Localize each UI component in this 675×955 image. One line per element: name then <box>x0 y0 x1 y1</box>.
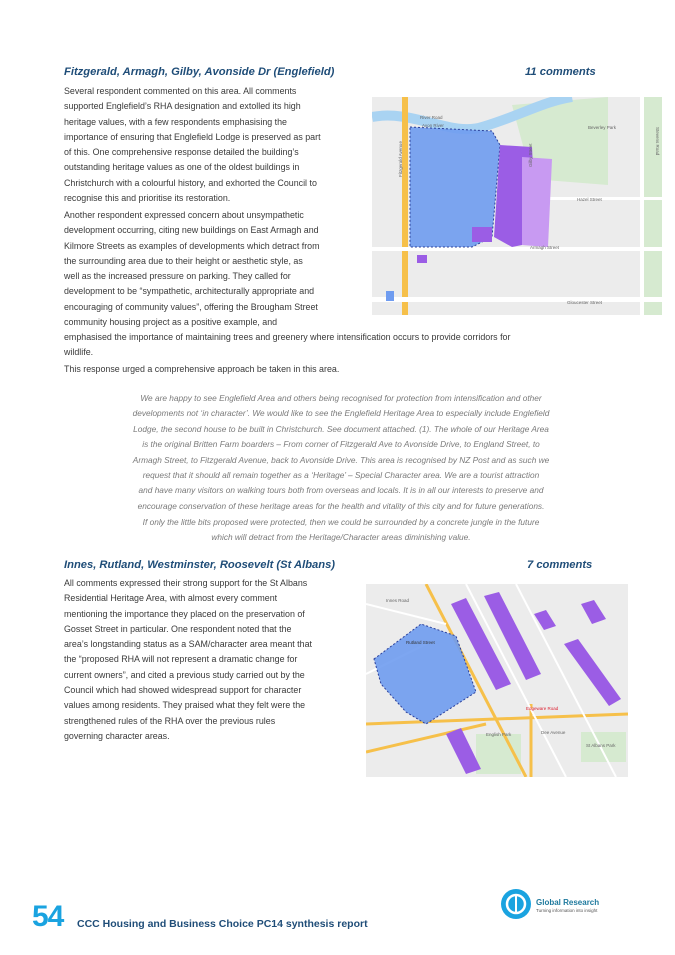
paragraph: This response urged a comprehensive approach be taken in this area. <box>64 364 340 374</box>
quote <box>92 391 590 514</box>
map-label: Gilby Street <box>528 143 533 167</box>
map-label: Armagh Street <box>530 245 560 250</box>
comment-count: 11 comments <box>525 66 596 78</box>
logo-tagline: Turning information into insight <box>536 908 598 913</box>
report-title: CCC Housing and Business Choice PC14 synthesis report <box>77 918 368 930</box>
text-line: the surrounding area due to their height or aesthetic style, as <box>64 255 303 266</box>
text-line: governing character areas. <box>64 730 170 741</box>
englefield-map <box>372 97 662 315</box>
map-label: Hazel Street <box>577 197 602 202</box>
text-line: values among residents. They praised what they felt were the <box>64 700 306 711</box>
text-line: If only the little bits proposed were protected, then we could be surrounded by a concrete jungle in the future <box>142 517 540 527</box>
text-line: Lodge, the second house to be built in Christchurch. See document attached. (1). The whole of our Heritage Area <box>133 423 549 434</box>
section-heading: Innes, Rutland, Westminster, Roosevelt (St Albans) <box>64 559 336 571</box>
paragraph <box>64 84 374 206</box>
text-line: and have many visitors on walking tours both from overseas and locals. It is in all our interests to preserve and <box>138 485 544 496</box>
text-line: well as the increased pressure on parking. They called for <box>64 271 291 282</box>
text-line: supported Englefield’s RHA designation and extolled its high <box>64 101 301 112</box>
map-label: Dee Avenue <box>541 730 566 735</box>
map-label: St Albans Park <box>586 743 616 748</box>
map-label: Edgeware Road <box>526 706 559 711</box>
text-line: is the original Britten Farm boarders – From corner of Fitzgerald Ave to Avonside Drive, to England Street, to <box>142 439 540 450</box>
text-line: of this. One comprehensive response detailed the building’s <box>64 147 299 158</box>
paragraph <box>64 208 374 330</box>
map-label: Rutland Street <box>406 640 435 645</box>
text-line: community housing project as a positive example, and <box>64 317 278 328</box>
text-line: importance of ensuring that Englefield Lodge is preserved as part <box>64 131 321 142</box>
text-line: recognise this and prioritise its restoration. <box>64 193 231 204</box>
map-label: Beverley Park <box>588 125 617 130</box>
paragraph <box>64 330 624 361</box>
text-line: which will detract from the Heritage/Character areas diminishing value. <box>211 532 471 543</box>
text-line: developments not ‘in character’. We would like to see the Englefield Heritage Area to especially include Englefield <box>132 408 550 419</box>
page-number: 54 <box>32 900 64 933</box>
text-line: encouraging of community values”, offering the Brougham Street <box>64 301 318 312</box>
section-heading: Fitzgerald, Armagh, Gilby, Avonside Dr (Englefield) <box>64 66 335 78</box>
quote <box>92 515 590 546</box>
text-line: area’s longstanding status as a SAM/character area meant that <box>64 639 312 650</box>
text-line: encourage conservation of these heritage areas for the health and vitality of this city and for future generations. <box>137 500 545 511</box>
text-line: Christchurch with a colourful history, and exhorted the Council to <box>64 177 317 188</box>
text-line: Kilmore Streets as examples of developments which detract from <box>64 240 320 251</box>
map-label: English Park <box>486 732 512 737</box>
comment-count: 7 comments <box>527 559 593 571</box>
text-line: wildlife. <box>64 347 94 358</box>
text-line: Several respondent commented on this area. All comments <box>64 86 297 96</box>
map-label: Fitzgerald Avenue <box>398 141 403 177</box>
text-line: development occurring, citing new buildings on East Armagh and <box>64 225 319 236</box>
text-line: Gosset Street in particular. One respondent noted that the <box>64 623 292 634</box>
map-label: Gloucester Street <box>567 300 603 305</box>
text-line: strengthened rules of the RHA over the previous rules <box>64 715 276 726</box>
logo-icon <box>500 888 532 920</box>
map-label: Innes Road <box>386 598 410 603</box>
text-line: mentioning the importance they placed on the preservation of <box>64 608 305 619</box>
text-line: the “proposed RHA will not represent a dramatic change for <box>64 654 298 665</box>
text-line: Another respondent expressed concern about unsympathetic <box>64 210 304 220</box>
text-line: All comments expressed their strong support for the St Albans <box>64 578 308 588</box>
text-line: current owners”, and cited a previous study carried out by the <box>64 669 305 680</box>
global-research-logo <box>500 888 650 922</box>
logo-name: Global Research <box>536 898 600 907</box>
text-line: development to be “sympathetic, architecturally appropriate and <box>64 286 315 297</box>
text-line: Council which had showed widespread support for character <box>64 685 302 696</box>
text-line: Residential Heritage Area, with almost every comment <box>64 593 278 604</box>
map-label: River Road <box>420 115 443 120</box>
text-line: heritage values, with a few respondents emphasising the <box>64 116 287 127</box>
text-line: Armagh Street, to Fitzgerald Avenue, back to Avonside Drive. This area is recognised by NZ Post and as such we <box>132 454 550 465</box>
text-line: We are happy to see Englefield Area and others being recognised for protection from intensification and other <box>140 393 542 403</box>
map-label: Avon River <box>422 123 444 128</box>
paragraph <box>64 576 364 744</box>
text-line: request that it should all remain together as a ‘Heritage’ – Special Character area. We are a tourist attraction <box>142 470 540 481</box>
text-line: outstanding heritage values as one of the oldest buildings in <box>64 162 300 173</box>
text-line: emphasised the importance of maintaining trees and greenery where intensification occurs to provide corridors for <box>64 332 511 342</box>
map-label: Stevens Road <box>655 127 660 156</box>
st-albans-map <box>366 584 628 777</box>
